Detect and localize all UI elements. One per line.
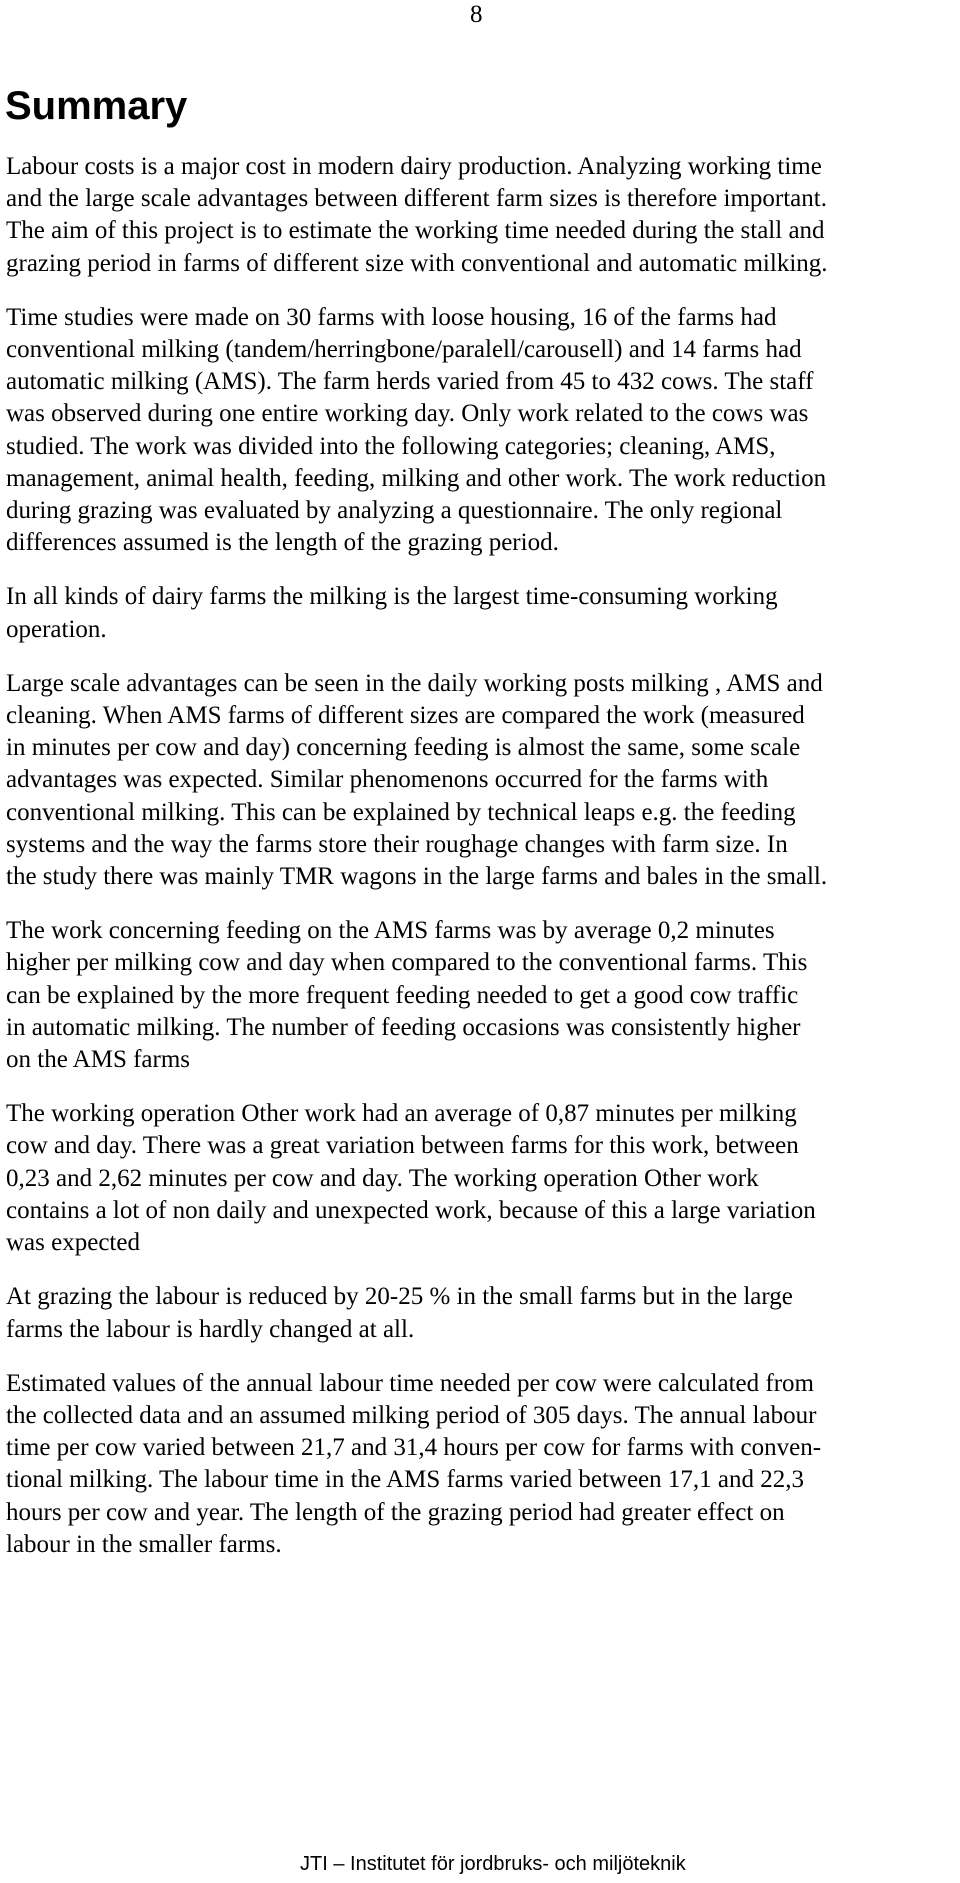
page-number: 8 (470, 1, 483, 28)
paragraph-5: The work concerning feeding on the AMS farms was by average 0,2 minutes higher per milking cow and day when compared to the conventional farms. This can be explained by the more frequent feeding needed to get a good cow traffic in automatic milking. The number of feeding occasions was consistently higher on the AMS farms (6, 917, 808, 1074)
paragraph-3: In all kinds of dairy farms the milking is the largest time-consuming working operation. (6, 583, 778, 643)
paragraph-7: At grazing the labour is reduced by 20-25 % in the small farms but in the large farms the labour is hardly changed at all. (6, 1283, 793, 1343)
paragraph-4: Large scale advantages can be seen in the daily working posts milking , AMS and cleaning. When AMS farms of different sizes are compared the work (measured in minutes per cow and day) concerning feeding is almost the same, some scale advantages was expected. Similar phenomenons occurred for the farms with conventional milking. This can be explained by technical leaps e.g. the feeding systems and the way the farms store their roughage changes with farm size. In the study there was mainly TMR wagons in the large farms and bales in the small. (6, 669, 828, 891)
paragraph-8: Estimated values of the annual labour time needed per cow were calculated from the collected data and an assumed milking period of 305 days. The annual labour time per cow varied between 21,7 and 31,4 hours per cow for farms with conven- tional milking. The labour time in the AMS farms varied between 17,1 and 22,3 hours per cow and year. The length of the grazing period had greater effect on labour in the smaller farms. (6, 1369, 822, 1558)
summary-body (6, 151, 960, 1583)
paragraph-2: Time studies were made on 30 farms with loose housing, 16 of the farms had conventional milking (tandem/herringbone/paralell/carousell) and 14 farms had automatic milking (AMS). The farm herds varied from 45 to 432 cows. The staff was observed during one entire working day. Only work related to the cows was studied. The work was divided into the following categories; cleaning, AMS, management, animal health, feeding, milking and other work. The work reduction during grazing was evaluated by analyzing a questionnaire. The only regional differences assumed is the length of the grazing period. (6, 303, 827, 557)
page-footer: JTI – Institutet för jordbruks- och miljöteknik (300, 1853, 686, 1875)
section-heading: Summary (5, 84, 188, 128)
paragraph-1: Labour costs is a major cost in modern dairy production. Analyzing working time and the large scale advantages between different farm sizes is therefore important. The aim of this project is to estimate the working time needed during the stall and grazing period in farms of different size with conventional and automatic milking. (6, 153, 828, 277)
paragraph-6: The working operation Other work had an average of 0,87 minutes per milking cow and day. There was a great variation between farms for this work, between 0,23 and 2,62 minutes per cow and day. The working operation Other work contains a lot of non daily and unexpected work, because of this a large variation was expected (6, 1100, 816, 1257)
